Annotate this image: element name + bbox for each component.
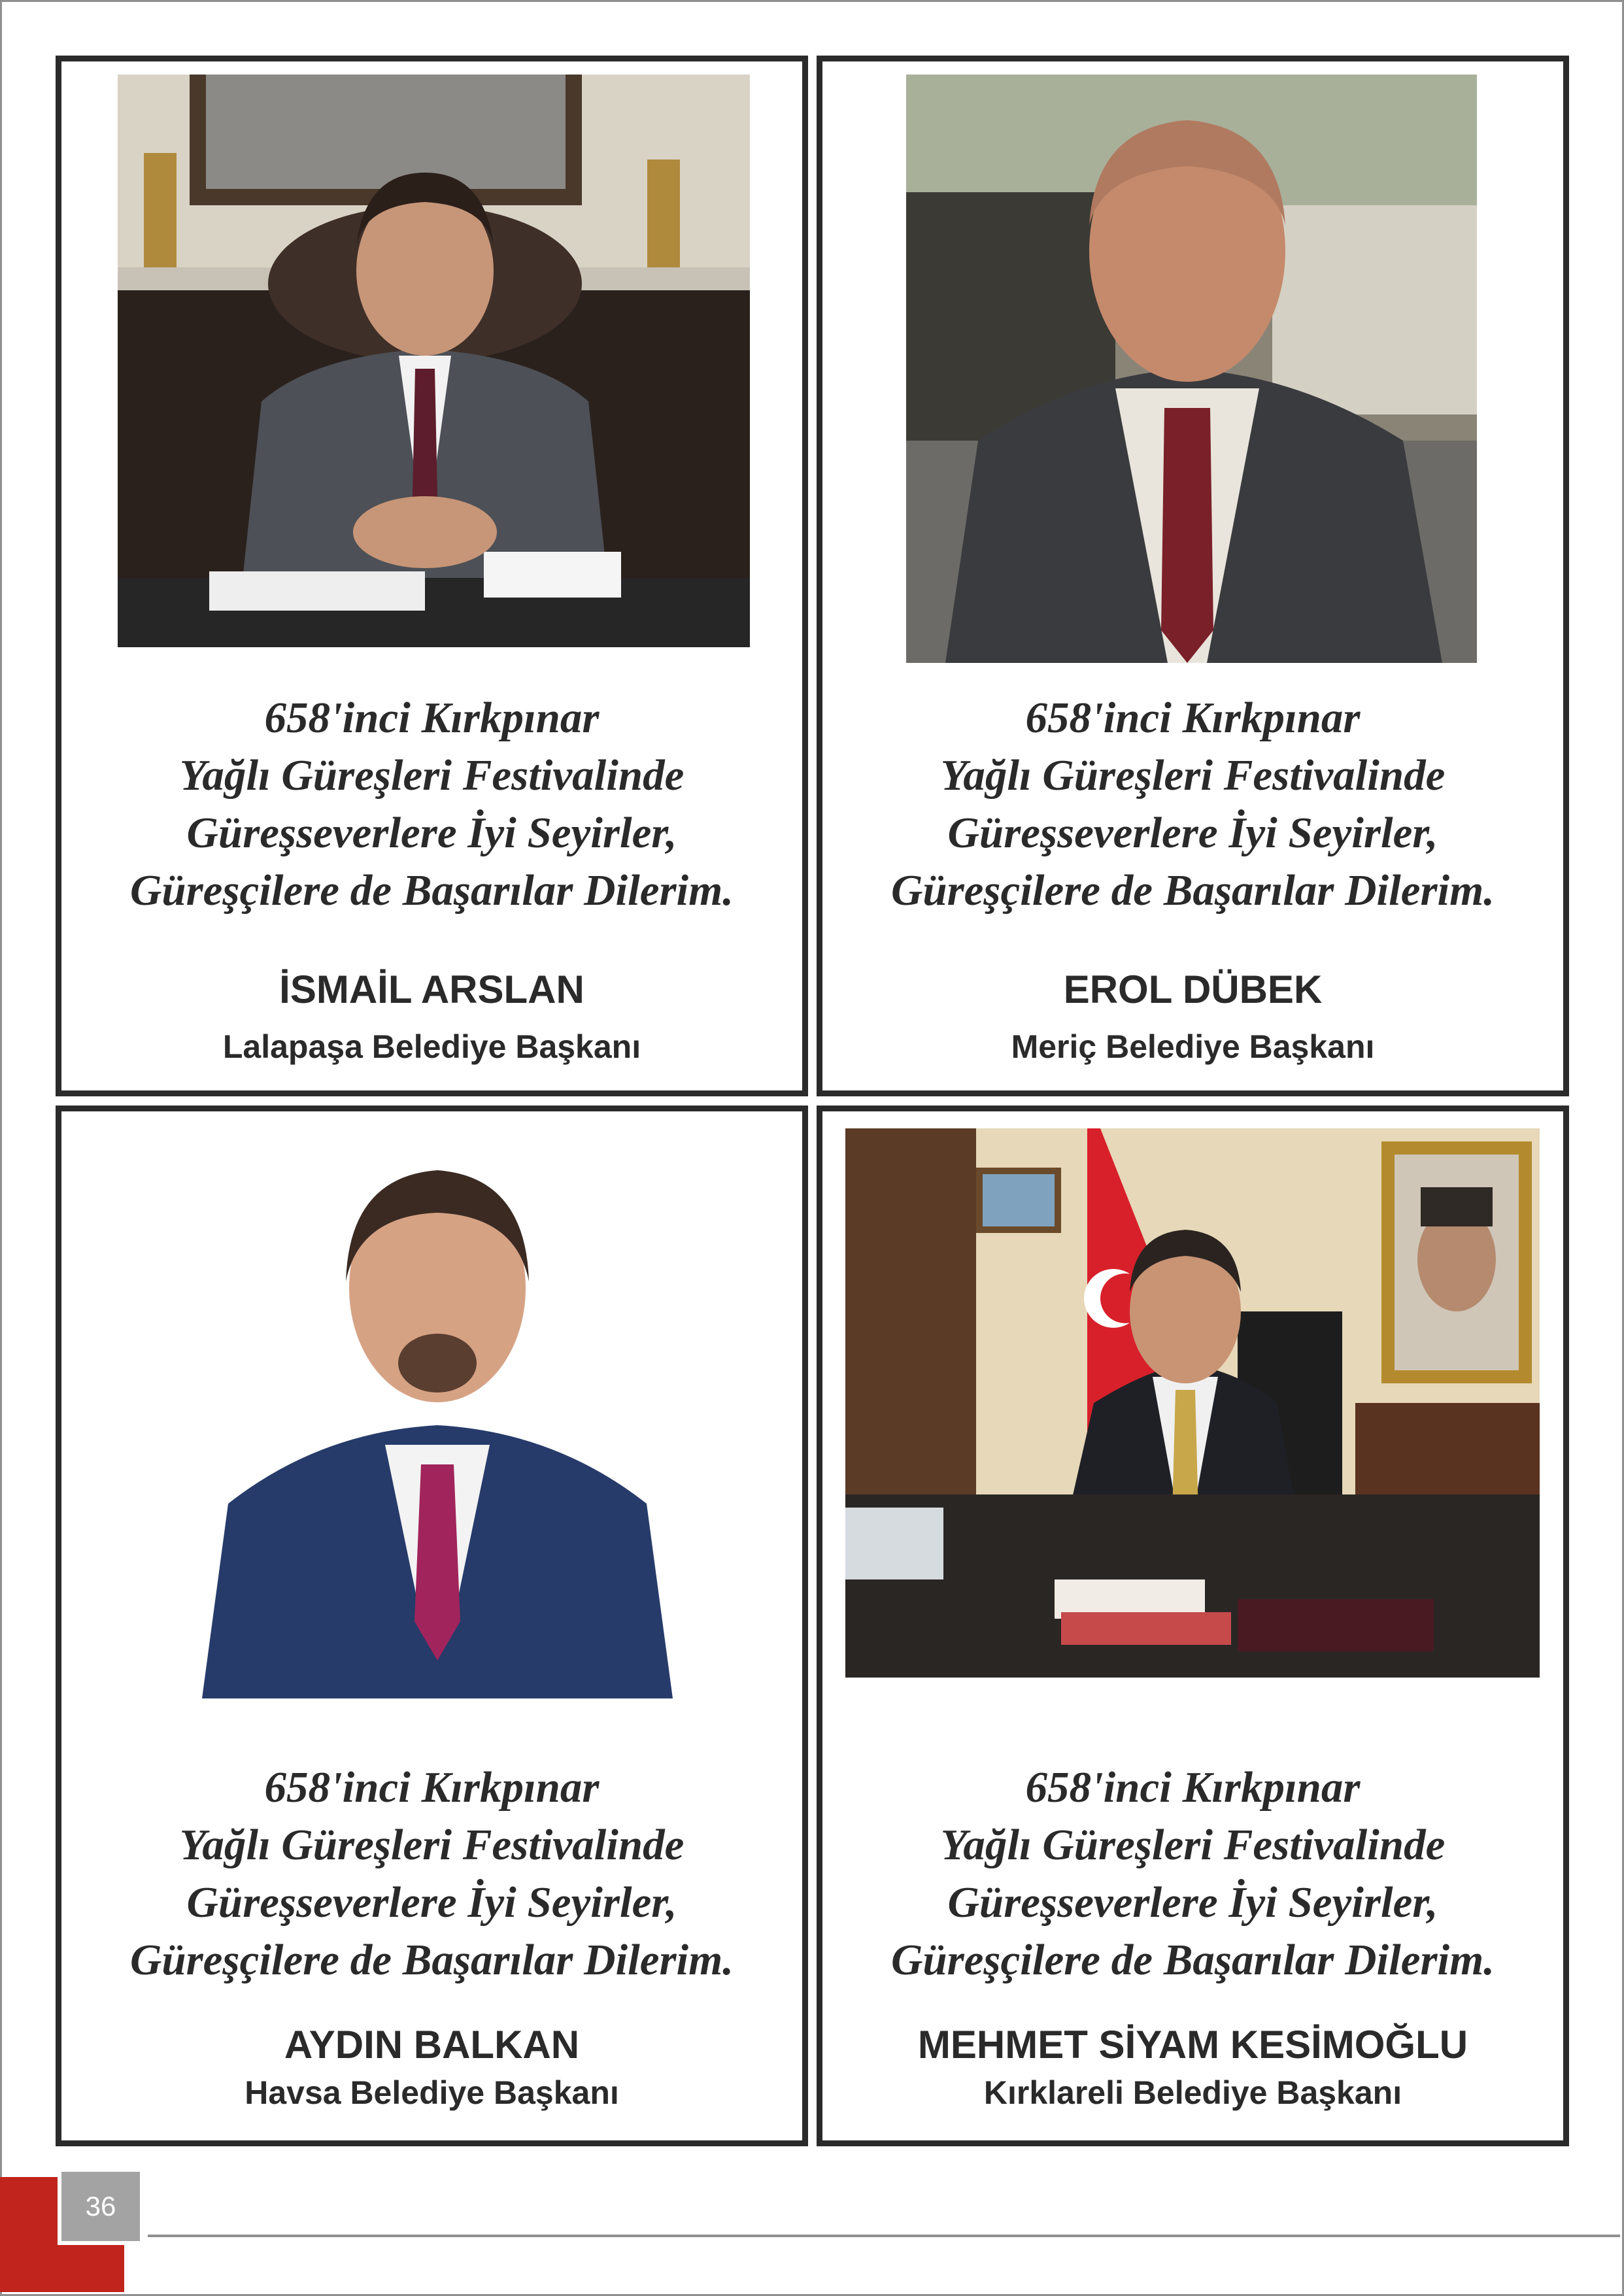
greeting-message <box>822 689 1563 919</box>
message-line: Yağlı Güreşleri Festivalinde <box>179 751 685 800</box>
mayor-name: İSMAİL ARSLAN <box>279 968 584 1011</box>
mayor-title: Havsa Belediye Başkanı <box>245 2074 619 2111</box>
mayor-card-kirklareli <box>817 1106 1569 2146</box>
message-line: 658'inci Kırkpınar <box>1025 1763 1361 1812</box>
footer-divider <box>148 2235 1620 2237</box>
mayor-name: EROL DÜBEK <box>1063 968 1323 1011</box>
greeting-message <box>822 1759 1563 1989</box>
message-line: Güreşseverlere İyi Seyirler, <box>186 1878 677 1927</box>
mayor-card-lalapasa <box>56 56 808 1096</box>
message-line: Güreşçilere de Başarılar Dilerim. <box>890 1936 1495 1984</box>
message-line: Yağlı Güreşleri Festivalinde <box>940 751 1446 800</box>
mayor-title: Meriç Belediye Başkanı <box>1011 1028 1375 1065</box>
message-line: Güreşseverlere İyi Seyirler, <box>947 809 1438 857</box>
message-line: Güreşçilere de Başarılar Dilerim. <box>129 866 734 915</box>
mayor-title: Lalapaşa Belediye Başkanı <box>222 1028 641 1065</box>
mayor-photo-mehmet-siyam-kesimoglu <box>845 1128 1540 1678</box>
message-line: Güreşçilere de Başarılar Dilerim. <box>129 1936 734 1984</box>
message-line: Yağlı Güreşleri Festivalinde <box>179 1821 685 1869</box>
mayor-name: AYDIN BALKAN <box>284 2023 580 2067</box>
greeting-message <box>61 1759 802 1989</box>
mayor-title: Kırklareli Belediye Başkanı <box>983 2074 1402 2111</box>
mayor-card-meric <box>817 56 1569 1096</box>
message-line: 658'inci Kırkpınar <box>1025 694 1361 742</box>
message-line: Güreşseverlere İyi Seyirler, <box>186 809 677 857</box>
mayor-photo-aydin-balkan <box>202 1138 673 1698</box>
mayor-photo-ismail-arslan <box>118 75 750 647</box>
message-line: Güreşseverlere İyi Seyirler, <box>947 1878 1438 1927</box>
message-line: Güreşçilere de Başarılar Dilerim. <box>890 866 1495 915</box>
mayor-photo-erol-dubek <box>906 75 1477 663</box>
message-line: Yağlı Güreşleri Festivalinde <box>940 1821 1446 1869</box>
message-line: 658'inci Kırkpınar <box>264 1763 600 1812</box>
message-line: 658'inci Kırkpınar <box>264 694 600 742</box>
page-number: 36 <box>58 2168 144 2245</box>
greeting-message <box>61 689 802 919</box>
mayor-name: MEHMET SİYAM KESİMOĞLU <box>917 2023 1468 2067</box>
mayor-card-havsa <box>56 1106 808 2146</box>
